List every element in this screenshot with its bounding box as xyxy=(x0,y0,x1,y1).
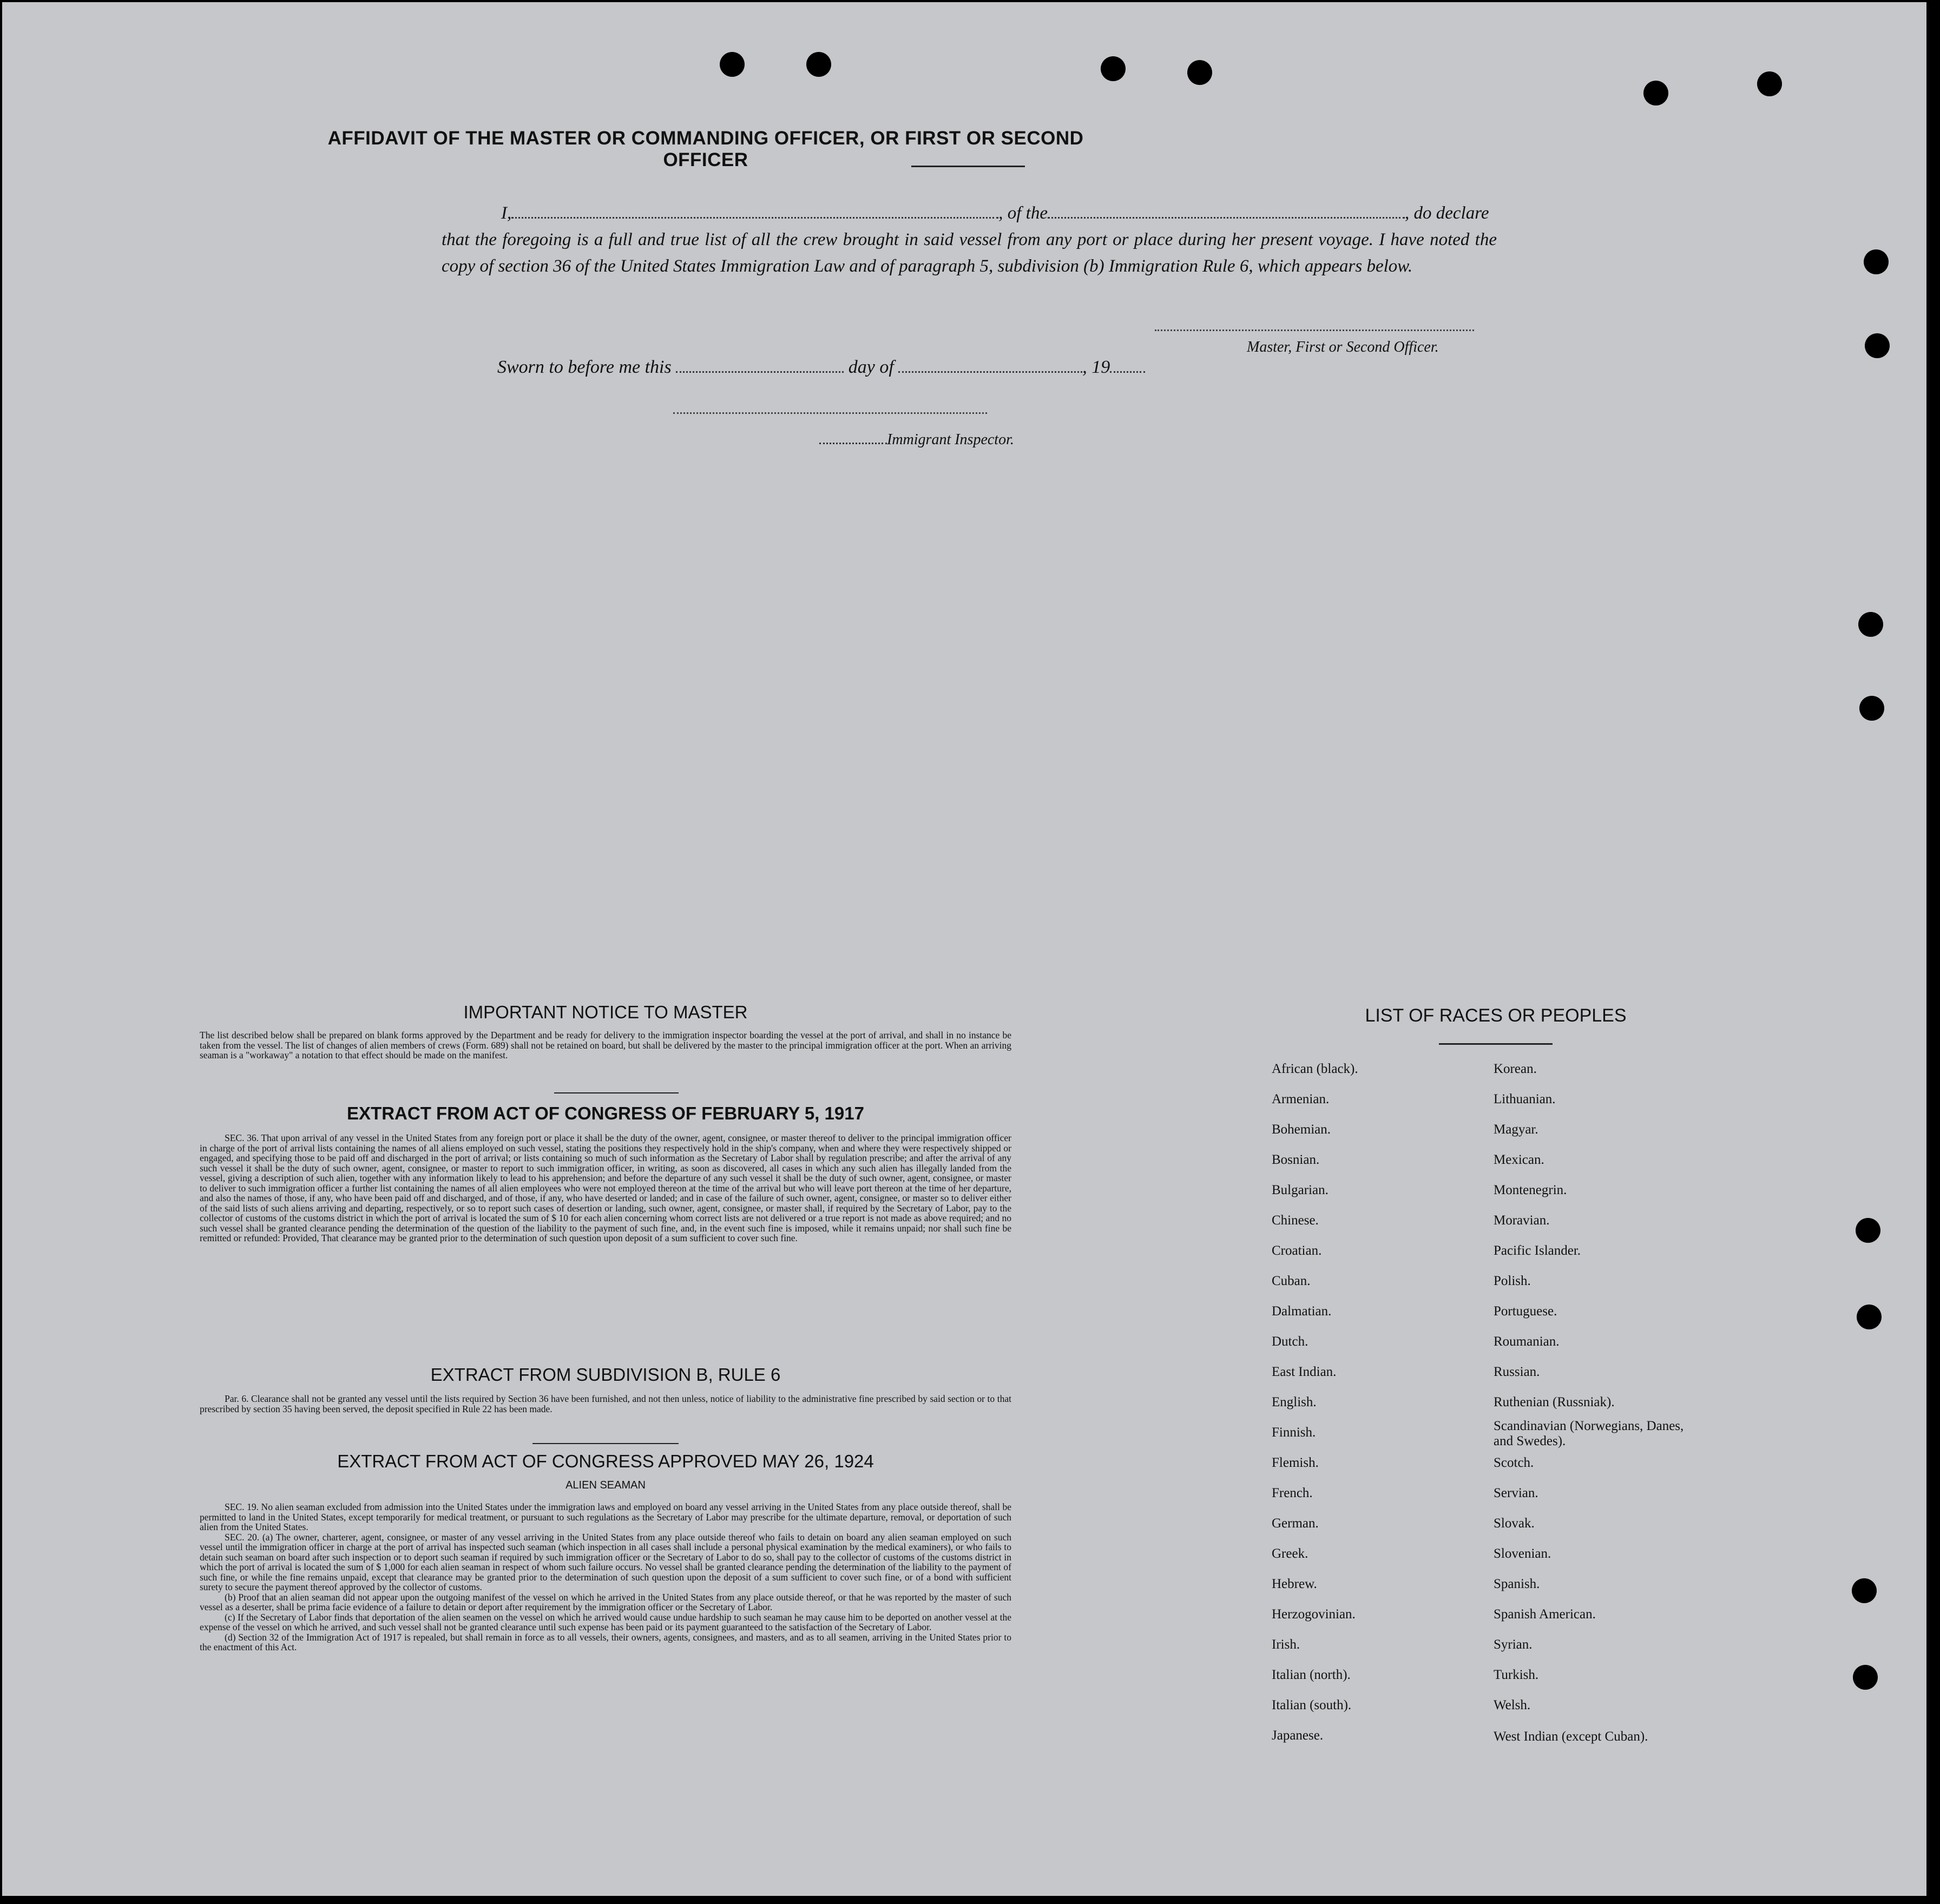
name-fill-line[interactable] xyxy=(511,201,998,219)
affidavit-declaration xyxy=(442,200,1497,280)
punch-hole xyxy=(1852,1578,1877,1603)
race-item: Bohemian. xyxy=(1272,1122,1331,1137)
punch-hole xyxy=(1643,81,1668,106)
punch-hole xyxy=(1856,1218,1880,1243)
race-item: Syrian. xyxy=(1494,1637,1533,1652)
title-divider xyxy=(1439,1043,1553,1045)
race-item: Armenian. xyxy=(1272,1092,1330,1106)
punch-hole xyxy=(1857,1305,1882,1329)
sworn-day-fill[interactable] xyxy=(676,355,844,373)
race-item: Welsh. xyxy=(1494,1698,1531,1712)
inspector-signature-line[interactable] xyxy=(673,412,987,414)
sworn-year-label: , 19 xyxy=(1082,357,1110,377)
extract-1924-subtitle: ALIEN SEAMAN xyxy=(565,1479,646,1491)
race-item: Croatian. xyxy=(1272,1243,1322,1258)
inspector-prefix-fill xyxy=(819,430,887,444)
race-item: Dalmatian. xyxy=(1272,1304,1332,1319)
punch-hole xyxy=(1858,612,1883,637)
punch-hole xyxy=(1859,696,1884,721)
race-item: Magyar. xyxy=(1494,1122,1538,1137)
race-item: German. xyxy=(1272,1516,1319,1531)
punch-hole xyxy=(1101,56,1126,81)
race-item: Hebrew. xyxy=(1272,1577,1317,1591)
race-item: Spanish American. xyxy=(1494,1607,1596,1622)
race-item: Russian. xyxy=(1494,1365,1540,1379)
race-item: African (black). xyxy=(1272,1062,1358,1076)
race-item: West Indian (except Cuban). xyxy=(1494,1729,1648,1744)
declaration-of-the: , of the xyxy=(998,203,1048,223)
sworn-statement xyxy=(497,355,1145,378)
vessel-fill-line[interactable] xyxy=(1048,201,1405,219)
extract-1917-title: EXTRACT FROM ACT OF CONGRESS OF FEBRUARY 5, 1917 xyxy=(347,1103,864,1123)
sec-20a-text: SEC. 20. (a) The owner, charterer, agent, consignee, or master of any vessel arriving in the United States from any place outside thereof who fails to detain on board any alien seaman employed on such vessel until the immigration officer in charge at the port of arrival has inspected such seaman (which inspection in all cases shall include a personal physical examination by the medical examiners), or who fails to detain such seaman on board after such inspection or to deport such seaman if required by such immigration officer or the Secretary of Labor to do so, shall pay to the collector of customs of the customs district in which the port of arrival is located the sum of $ 1,000 for each alien seaman in respect of whom such failure occurs. No vessel shall be granted clearance pending the determination of the liability to the payment of such fine, or while the fine remains unpaid, except that clearance may be granted prior to the determination of such question upon the deposit of a sum sufficient to cover such fine, or of a bond with sufficient surety to secure the payment thereof approved by the collector of customs. xyxy=(200,1531,1011,1592)
punch-hole xyxy=(806,52,831,77)
race-item: Mexican. xyxy=(1494,1152,1544,1167)
race-item: Japanese. xyxy=(1272,1728,1324,1743)
race-item: Finnish. xyxy=(1272,1425,1316,1440)
sec-20b-text: (b) Proof that an alien seaman did not appear upon the outgoing manifest of the vessel on which he arrived in the United States from any place outside thereof, or that he was reported by the master of such vessel as a deserter, shall be prima facie evidence of a failure to detain or deport after requirement by the immigration officer or the Secretary of Labor. xyxy=(200,1591,1011,1612)
race-item: Chinese. xyxy=(1272,1213,1319,1228)
declaration-i: I, xyxy=(501,203,512,223)
race-item: French. xyxy=(1272,1486,1313,1500)
race-item: Polish. xyxy=(1494,1274,1531,1288)
sworn-day-label: day of xyxy=(848,357,894,377)
title-divider xyxy=(911,166,1025,167)
master-signature-line[interactable] xyxy=(1155,330,1474,331)
punch-hole xyxy=(1853,1665,1878,1690)
race-item: Greek. xyxy=(1272,1546,1308,1561)
section-divider xyxy=(554,1092,679,1093)
extract-rule6-body: Par. 6. Clearance shall not be granted any vessel until the lists required by Section 36 have been furnished, and not then unless, notice of liability to the administrative fine prescribed by said section or to that prescribed by section 35 having been served, the deposit specified in Rule 22 has been made. xyxy=(200,1393,1011,1414)
race-item: English. xyxy=(1272,1395,1317,1409)
declaration-body: that the foregoing is a full and true list of all the crew brought in said vessel from any port or place during her present voyage. I have noted the copy of section 36 of the United States Immigration Law and of paragraph 5, subdivision (b) Immigration Rule 6, which appears below. xyxy=(442,230,1497,276)
race-item: Cuban. xyxy=(1272,1274,1311,1288)
race-item: Scotch. xyxy=(1494,1455,1534,1470)
race-item: Ruthenian (Russniak). xyxy=(1494,1395,1615,1409)
extract-1924-body xyxy=(200,1502,1011,1652)
race-item: East Indian. xyxy=(1272,1365,1337,1379)
race-item: Turkish. xyxy=(1494,1668,1539,1682)
extract-1924-title: EXTRACT FROM ACT OF CONGRESS APPROVED MAY 26, 1924 xyxy=(337,1451,874,1471)
extract-1917-body: SEC. 36. That upon arrival of any vessel in the United States from any foreign port or place it shall be the duty of the owner, agent, consignee, or master thereof to deliver to the principal immigration officer in charge of the port of arrival lists containing the names of all aliens employed on such vessel, stating the positions they respectively hold in the ship's company, when and where they were respectively shipped or engaged, and specifying those to be paid off and discharged in the port of arrival; or lists containing so much of such information as the Secretary of Labor shall by regulation prescribe; and after the arrival of any such vessel it shall be the duty of such owner, agent, consignee, or master to report to such immigration officer, in writing, as soon as discovered, all cases in which any such alien has illegally landed from the vessel, giving a description of such alien, together with any information likely to lead to his apprehension; and before the departure of any such vessel it shall be the duty of such owner, agent, consignee, or master to deliver to such immigration officer a further list containing the names of all alien employees who were not employed thereon at the time of the arrival but who will leave port thereon at the time of her departure, and also the names of those, if any, who have been paid off and discharged, and of those, if any, who have deserted or landed; and in case of the failure of such owner, agent, consignee, or master so to deliver either of the said lists of such aliens arriving and departing, respectively, or so to report such cases of desertion or landing, such owner, agent, consignee, or master shall, if required by the Secretary of Labor, pay to the collector of customs of the customs district in which the port of arrival is located the sum of $ 10 for each alien concerning whom correct lists are not delivered or a true report is not made as above required; and no such vessel shall be granted clearance pending the determination of the question of the liability to the payment of such fine, and, in the event such fine is imposed, while it remains unpaid; nor shall such fine be remitted or refunded: Provided, That clearance may be granted prior to the determination of such question upon deposit of a sum sufficient to cover such fine. xyxy=(200,1132,1011,1243)
race-item: Korean. xyxy=(1494,1062,1537,1076)
race-item: Italian (south). xyxy=(1272,1698,1352,1712)
race-item: Slovak. xyxy=(1494,1516,1535,1531)
punch-hole xyxy=(1757,71,1782,96)
notice-body: The list described below shall be prepared on blank forms approved by the Department and be ready for delivery to the immigration inspector boarding the vessel at the port of arrival, and shall in no instance be taken from the vessel. The list of changes of alien members of crews (Form. 689) shall not be retained on board, but shall be delivered by the master to the principal immigration officer at the port. When an arriving seaman is a "workaway" a notation to that effect should be made on the manifest. xyxy=(200,1030,1011,1060)
sec-19-text: SEC. 19. No alien seaman excluded from admission into the United States under the immigration laws and employed on board any vessel arriving in the United States from any place outside thereof, shall be permitted to land in the United States, except temporarily for medical treatment, or pursuant to such regulations as the Secretary of Labor may prescribe for the ultimate departure, removal, or deportation of such alien from the United States. xyxy=(200,1501,1011,1532)
declaration-do-declare: , do declare xyxy=(1404,203,1489,223)
punch-hole xyxy=(720,52,745,77)
punch-hole xyxy=(1865,333,1890,358)
race-item: Lithuanian. xyxy=(1494,1092,1556,1106)
notice-title: IMPORTANT NOTICE TO MASTER xyxy=(463,1002,748,1022)
extract-rule6-title: EXTRACT FROM SUBDIVISION B, RULE 6 xyxy=(430,1365,781,1385)
race-item: Italian (north). xyxy=(1272,1668,1351,1682)
punch-hole xyxy=(1864,249,1889,274)
race-item: Flemish. xyxy=(1272,1455,1319,1470)
race-item: Bulgarian. xyxy=(1272,1183,1329,1197)
inspector-signature-label xyxy=(819,430,1014,449)
race-item: Moravian. xyxy=(1494,1213,1550,1228)
sworn-year-fill[interactable] xyxy=(1110,355,1145,373)
master-signature-label: Master, First or Second Officer. xyxy=(1247,339,1439,355)
race-item: Servian. xyxy=(1494,1486,1538,1500)
sec-20d-text: (d) Section 32 of the Immigration Act of 1917 is repealed, but shall remain in force as to all vessels, their owners, agents, consignees, and masters, and as to all seamen, arriving in the United States prior to the enactment of this Act. xyxy=(200,1631,1011,1652)
race-item: Dutch. xyxy=(1272,1334,1308,1349)
race-item: Slovenian. xyxy=(1494,1546,1551,1561)
races-list-title: LIST OF RACES OR PEOPLES xyxy=(1365,1005,1627,1026)
race-item: Spanish. xyxy=(1494,1577,1540,1591)
race-item: Montenegrin. xyxy=(1494,1183,1567,1197)
race-item: Bosnian. xyxy=(1272,1152,1320,1167)
affidavit-title: AFFIDAVIT OF THE MASTER OR COMMANDING OFFICER, OR FIRST OR SECOND OFFICER xyxy=(327,128,1084,170)
punch-hole xyxy=(1187,60,1212,85)
sec-20c-text: (c) If the Secretary of Labor finds that deportation of the alien seamen on the vessel on which he arrived would cause undue hardship to such seaman he may cause him to be deported on another vessel at the expense of the vessel on which he arrived, and such vessel shall not be granted clearance until such expense has been paid or its payment guaranteed to the satisfaction of the Secretary of Labor. xyxy=(200,1611,1011,1632)
section-divider xyxy=(532,1443,679,1444)
race-item: Roumanian. xyxy=(1494,1334,1560,1349)
race-item: Scandinavian (Norwegians, Danes, and Swedes). xyxy=(1494,1419,1684,1448)
race-item: Herzogovinian. xyxy=(1272,1607,1356,1622)
race-item: Portuguese. xyxy=(1494,1304,1557,1319)
sworn-prefix: Sworn to before me this xyxy=(497,357,672,377)
race-item: Pacific Islander. xyxy=(1494,1243,1581,1258)
inspector-label-text: Immigrant Inspector. xyxy=(887,431,1014,448)
sworn-month-fill[interactable] xyxy=(898,355,1082,373)
race-item: Irish. xyxy=(1272,1637,1300,1652)
form-page xyxy=(2,2,1926,1896)
